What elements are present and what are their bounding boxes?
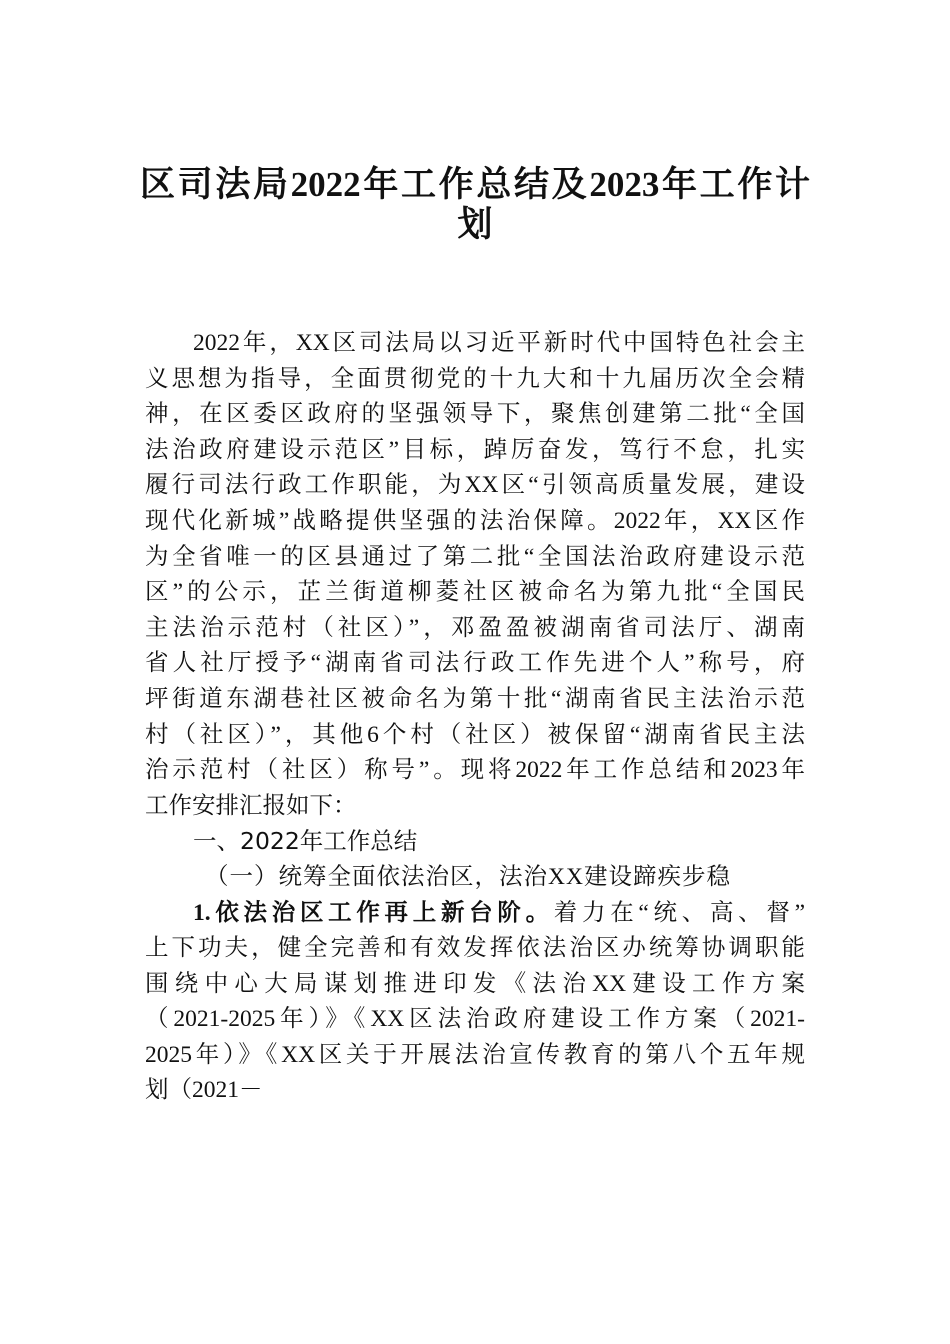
paragraph-line: 坪街道东湖巷社区被命名为第十批“湖南省民主法治示范 (145, 685, 805, 712)
document-title-continued: 划 (457, 205, 493, 244)
item-line (145, 896, 805, 932)
item-line: 2025年）》《XX区关于开展法治宣传教育的第八个五年规 (145, 1041, 805, 1068)
item-line: 围绕中心大局谋划推进印发《法治XX建设工作方案 (145, 970, 805, 997)
paragraph-line: 现代化新城”战略提供坚强的法治保障。2022年，XX区作 (145, 507, 805, 534)
paragraph-line: 为全省唯一的区县通过了第二批“全国法治政府建设示范 (145, 543, 805, 570)
document-title: 区司法局2022年工作总结及2023年工作计 (140, 165, 810, 204)
paragraph-line: 治示范村（社区）称号”。现将2022年工作总结和2023年 (145, 757, 805, 784)
paragraph-line: 履行司法行政工作职能，为XX区“引领高质量发展，建设 (145, 472, 805, 499)
paragraph-line: 工作安排汇报如下： (145, 792, 357, 819)
document-body (145, 326, 805, 1109)
paragraph-line: 2022年，XX区司法局以习近平新时代中国特色社会主 (193, 330, 805, 356)
paragraph-line: 村（社区）”，其他6个村（社区）被保留“湖南省民主法 (145, 721, 805, 748)
paragraph-line: 区”的公示，芷兰街道柳菱社区被命名为第九批“全国民 (145, 579, 805, 606)
item-heading: 1.依法治区工作再上新台阶。 (193, 899, 554, 926)
item-text: 着力在“统、高、督” (553, 899, 805, 926)
section-heading: 一、2022年工作总结 (193, 827, 418, 856)
item-line: （2021-2025年）》《XX区法治政府建设工作方案（2021- (145, 1006, 805, 1033)
paragraph-line: 主法治示范村（社区）”，邓盈盈被湖南省司法厅、湖南 (145, 614, 805, 641)
paragraph-line: 神，在区委区政府的坚强领导下，聚焦创建第二批“全国 (145, 401, 805, 428)
paragraph-line: 省人社厅授予“湖南省司法行政工作先进个人”称号，府 (145, 650, 805, 677)
item-line: 上下功夫，健全完善和有效发挥依法治区办统筹协调职能 (145, 935, 805, 962)
subsection-heading: （一）统筹全面依法治区，法治XX建设蹄疾步稳 (205, 863, 731, 890)
paragraph-line: 法治政府建设示范区”目标，踔厉奋发，笃行不怠，扎实 (145, 436, 805, 463)
item-line: 划（2021－ (145, 1077, 263, 1104)
paragraph-line: 义思想为指导，全面贯彻党的十九大和十九届历次全会精 (145, 365, 805, 392)
